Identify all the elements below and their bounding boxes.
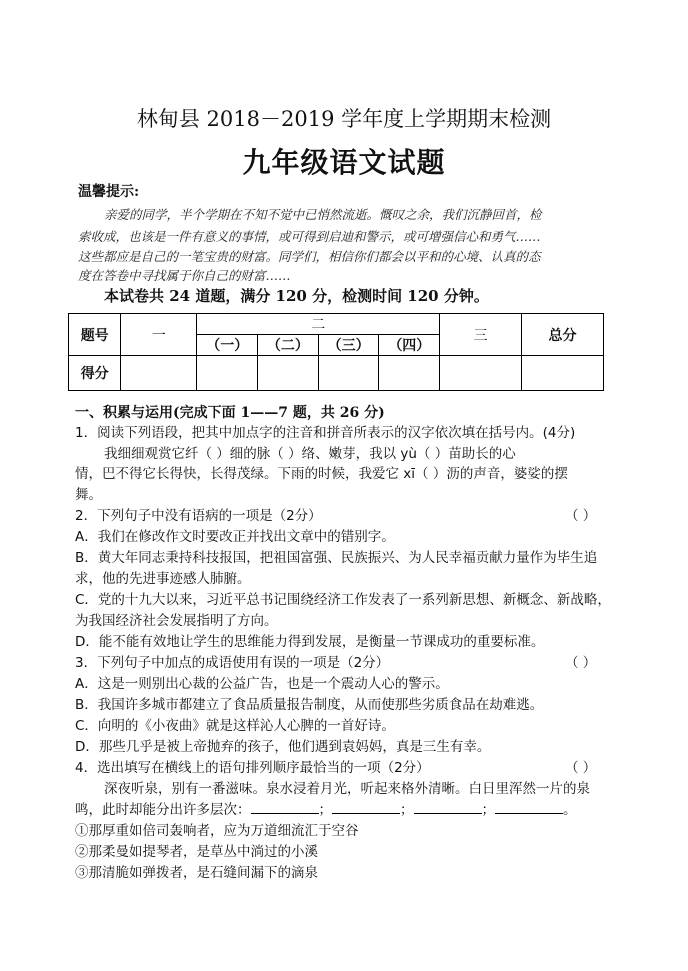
q4-passage-2: 鸣，此时却能分出许多层次： ； ； ； 。: [75, 802, 577, 818]
header-sub-4: （四）: [379, 335, 440, 356]
header-sub-2: （二）: [258, 335, 319, 356]
q4-passage-1: 深夜听泉，别有一番滋味。泉水浸着月光，听起来格外清晰。白日里浑然一片的泉: [104, 781, 590, 797]
tips-line-1: 亲爱的同学，半个学期在不知不觉中已悄然流逝。慨叹之余，我们沉静回首，检: [104, 207, 542, 222]
score-cell[interactable]: [522, 356, 604, 391]
q2-option-d: D．能不能有效地让学生的思维能力得到发展，是衡量一节课成功的重要标准。: [75, 634, 545, 650]
tips-line-2: 索收成，也该是一件有意义的事情，或可得到启迪和警示，或可增强信心和勇气……: [78, 229, 541, 244]
score-cell[interactable]: [379, 356, 440, 391]
q4-passage-2-text: 鸣，此时却能分出许多层次：: [75, 802, 251, 818]
q3-stem: 3．下列句子中加点的成语使用有误的一项是（2分）: [75, 655, 390, 671]
q2-option-c-cont: 为我国经济社会发展指明了方向。: [75, 613, 278, 629]
header-total: 总分: [522, 314, 604, 356]
header-question-no: 题号: [69, 314, 121, 356]
q4-option-2: ②那柔曼如提琴者，是草丛中淌过的小溪: [75, 844, 318, 860]
q2-option-b: B．黄大年同志秉持科技报国，把祖国富强、民族振兴、为人民幸福贡献力量作为毕生追: [75, 550, 598, 566]
tips-title: 温馨提示:: [78, 184, 140, 200]
q4-blank-2[interactable]: [332, 801, 400, 814]
header-part-one: 一: [121, 314, 197, 356]
q4-option-1: ①那厚重如倍司轰响者，应为万道细流汇于空谷: [75, 823, 359, 839]
q1-line-2: 我细细观赏它纤（ ）细的脉（ ）络、嫩芽，我以 yù（ ）苗助长的心: [104, 446, 516, 462]
exam-header-title: 林甸县 2018－2019 学年度上学期期末检测: [136, 107, 552, 131]
score-cell[interactable]: [197, 356, 258, 391]
score-table: [68, 313, 604, 391]
q4-blank-3[interactable]: [414, 801, 482, 814]
header-sub-1: （一）: [197, 335, 258, 356]
tips-line-4: 度在答卷中寻找属于你自己的财富……: [78, 268, 291, 283]
score-cell[interactable]: [121, 356, 197, 391]
q4-answer-paren[interactable]: （ ）: [565, 760, 597, 776]
row-score-label: 得分: [69, 356, 121, 391]
q3-option-d: D．那些几乎是被上帝抛弃的孩子，他们遇到袁妈妈，真是三生有幸。: [75, 739, 491, 755]
q2-answer-paren[interactable]: （ ）: [565, 508, 597, 524]
q4-blank-1[interactable]: [251, 801, 319, 814]
exam-info: 本试卷共 24 道题，满分 120 分，检测时间 120 分钟。: [104, 287, 489, 305]
q4-option-3: ③那清脆如弹拨者，是石缝间漏下的滴泉: [75, 865, 318, 881]
tips-line-3: 这些都应是自己的一笔宝贵的财富。同学们，相信你们都会以平和的心境、认真的态: [78, 249, 541, 264]
q3-option-b: B．我国许多城市都建立了食品质量报告制度，从而使那些劣质食品在劫难逃。: [75, 697, 544, 713]
q1-stem: 1．阅读下列语段，把其中加点字的注音和拼音所表示的汉字依次填在括号内。(4分): [75, 425, 576, 441]
score-cell[interactable]: [440, 356, 522, 391]
q3-answer-paren[interactable]: （ ）: [565, 655, 597, 671]
q2-option-b-cont: 求，他的先进事迹感人肺腑。: [75, 571, 251, 587]
q2-stem: 2．下列句子中没有语病的一项是（2分）: [75, 508, 322, 524]
q1-line-4: 舞。: [75, 487, 102, 503]
q2-option-a: A．我们在修改作文时要改正并找出文章中的错别字。: [75, 529, 395, 545]
header-sub-3: （三）: [318, 335, 379, 356]
q4-stem: 4．选出填写在横线上的语句排列顺序最恰当的一项（2分）: [75, 760, 430, 776]
q3-option-a: A．这是一则别出心裁的公益广告，也是一个震动人心的警示。: [75, 676, 449, 692]
q3-option-c: C．向明的《小夜曲》就是这样沁人心脾的一首好诗。: [75, 718, 395, 734]
header-part-two: 二: [197, 314, 440, 335]
score-cell[interactable]: [258, 356, 319, 391]
section-title: 一、积累与运用(完成下面 1——7 题，共 26 分): [75, 405, 385, 421]
q4-blank-4[interactable]: [495, 801, 563, 814]
q2-option-c: C．党的十九大以来，习近平总书记围绕经济工作发表了一系列新思想、新概念、新战略，: [75, 592, 611, 608]
exam-subject-title: 九年级语文试题: [242, 146, 446, 179]
score-cell[interactable]: [318, 356, 379, 391]
header-part-three: 三: [440, 314, 522, 356]
q1-line-3: 情，巴不得它长得快，长得茂绿。下雨的时候，我爱它 xī（ ）沥的声音，婆娑的摆: [75, 466, 568, 482]
